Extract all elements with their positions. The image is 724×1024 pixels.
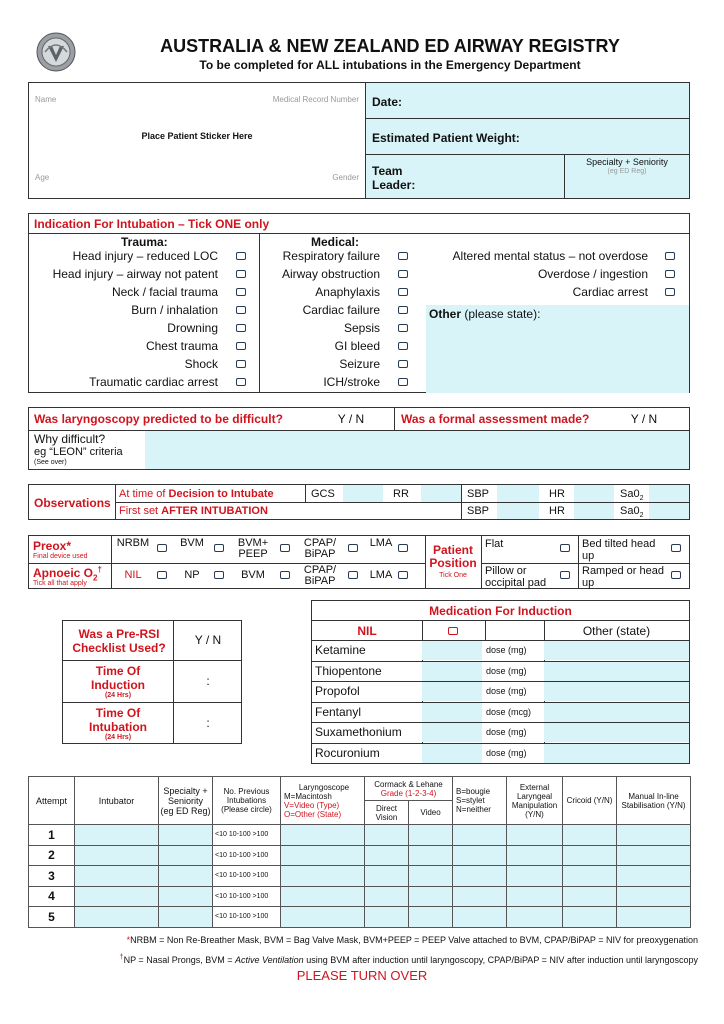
form-title: AUSTRALIA & NEW ZEALAND ED AIRWAY REGISTRY — [160, 36, 620, 56]
attempt-cell[interactable] — [453, 866, 507, 887]
trauma-item-label: Head injury – airway not patent — [52, 267, 218, 281]
sbp-field-1[interactable] — [497, 485, 539, 502]
position-option-label: Ramped or head up — [582, 565, 664, 589]
drug-dose-field[interactable] — [422, 744, 482, 763]
drug-name: Thiopentone — [315, 663, 382, 678]
drug-dose-field[interactable] — [422, 662, 482, 681]
attempt-cell[interactable] — [281, 866, 365, 887]
medical-item-label: Seizure — [339, 357, 380, 371]
col-direct: Direct Vision — [365, 801, 409, 825]
assessment-question: Was a formal assessment made? — [401, 412, 590, 426]
preox-option-checkbox[interactable] — [214, 544, 224, 552]
col-specialty: Specialty + Seniority (eg ED Reg) — [159, 777, 213, 825]
attempt-cell[interactable] — [365, 845, 409, 866]
medical2-item-checkbox[interactable] — [665, 270, 675, 278]
col-elm: External Laryngeal Manipulation (Y/N) — [507, 777, 563, 825]
specialty-label: Specialty + Seniority — [586, 157, 668, 167]
preox-option-label: BVM — [180, 537, 204, 549]
attempt-cell[interactable] — [617, 886, 691, 907]
position-option-checkbox[interactable] — [560, 571, 570, 579]
medical-item-checkbox[interactable] — [398, 270, 408, 278]
medical-item-checkbox[interactable] — [398, 324, 408, 332]
weight-label: Estimated Patient Weight: — [372, 131, 520, 145]
attempt-cell[interactable]: <10 10-100 >100 — [213, 886, 281, 907]
attempt-row — [29, 866, 691, 887]
name-label: Name — [35, 95, 57, 104]
position-label: Patient Position — [429, 543, 477, 570]
col-laryngoscope: Laryngoscope M=Macintosh V=Video (Type) O=Other (State) — [281, 777, 365, 825]
footnote-preox: *NRBM = Non Re-Breather Mask, BVM = Bag Valve Mask, BVM+PEEP = PEEP Valve attached to BVM, CPAP/BiPAP = NIV for preoxygenation — [126, 935, 698, 945]
medical-item-label: GI bleed — [334, 339, 380, 353]
attempt-cell[interactable] — [507, 866, 563, 887]
apnoeic-option-label: NP — [184, 569, 200, 581]
drug-other-field[interactable] — [544, 641, 689, 660]
attempt-cell[interactable] — [617, 825, 691, 846]
hr-label-2: HR — [549, 505, 565, 517]
drug-dose-field[interactable] — [422, 723, 482, 742]
obs-row1-label: At time of Decision to Intubate — [119, 488, 274, 500]
medical-item-label: Sepsis — [343, 321, 380, 335]
attempt-cell[interactable] — [409, 825, 453, 846]
other-indication-label: Other (please state): — [429, 307, 541, 321]
attempt-cell[interactable] — [159, 907, 213, 928]
trauma-item-label: Chest trauma — [145, 339, 218, 353]
attempt-cell[interactable] — [159, 886, 213, 907]
date-label: Date: — [372, 95, 403, 109]
attempt-cell[interactable] — [365, 907, 409, 928]
apnoeic-label: Apnoeic $O_2^\dagger$ — [33, 565, 102, 583]
footnote-apnoeic: †NP = Nasal Prongs, BVM = Active Ventilation using BVM after induction until laryngoscopy, CPAP/BiPAP = NIV after induction until laryngoscopy — [119, 952, 698, 965]
attempt-cell[interactable] — [75, 825, 159, 846]
drug-dose-unit: dose (mg) — [486, 748, 527, 758]
preox-hint: Final device used — [33, 553, 88, 560]
obs-row2-label: First set AFTER INTUBATION — [119, 505, 268, 517]
drug-dose-unit: dose (mg) — [486, 665, 527, 676]
attempt-cell[interactable] — [159, 866, 213, 887]
attempt-cell[interactable] — [409, 845, 453, 866]
apnoeic-option-label: LMA — [369, 569, 393, 581]
preox-option-checkbox[interactable] — [398, 544, 408, 552]
position-option-label: Flat — [485, 538, 504, 550]
hr-field-2[interactable] — [574, 503, 614, 519]
induction-time-hint: (24 Hrs) — [104, 692, 132, 699]
sbp-label-2: SBP — [467, 505, 490, 517]
col-intubator: Intubator — [75, 777, 159, 825]
attempt-cell[interactable] — [453, 886, 507, 907]
position-option-checkbox[interactable] — [671, 571, 681, 579]
see-over-label: (See over) — [34, 459, 67, 466]
hr-field-1[interactable] — [574, 485, 614, 502]
trauma-item-label: Shock — [184, 357, 218, 371]
apnoeic-option-label: NIL — [124, 569, 142, 581]
difficult-yn[interactable]: Y / N — [337, 412, 365, 426]
col-cormack: Cormack & Lehane Grade (1-2-3-4) — [365, 777, 453, 801]
attempt-cell[interactable]: <10 10-100 >100 — [213, 845, 281, 866]
medical-item-checkbox[interactable] — [398, 360, 408, 368]
apnoeic-option-checkbox[interactable] — [280, 571, 290, 579]
attempt-row — [29, 825, 691, 846]
assessment-yn[interactable]: Y / N — [630, 412, 658, 426]
drug-name: Fentanyl — [315, 704, 362, 719]
drug-other-field[interactable] — [544, 703, 689, 722]
checklist-question: Was a Pre-RSI Checklist Used? — [72, 627, 166, 655]
attempt-cell[interactable] — [159, 845, 213, 866]
drug-dose-unit: dose (mg) — [486, 686, 527, 697]
weight-field[interactable] — [365, 118, 690, 155]
hr-label-1: HR — [549, 488, 565, 500]
medical-item-label: Airway obstruction — [281, 267, 380, 281]
observations-label: Observations — [34, 496, 111, 510]
medication-other-label: Other (state) — [582, 624, 651, 638]
position-hint: Tick One — [439, 572, 467, 579]
age-label: Age — [35, 173, 50, 182]
trauma-item-checkbox[interactable] — [236, 252, 246, 260]
sao2-label-1: $Sa0_2$ — [620, 488, 644, 503]
drug-other-field[interactable] — [544, 662, 689, 681]
col-previous: No. Previous Intubations (Please circle) — [213, 777, 281, 825]
drug-dose-field[interactable] — [422, 703, 482, 722]
induction-time-label: Time Of Induction — [91, 664, 145, 692]
rr-label: RR — [393, 488, 409, 500]
medical2-item-label: Overdose / ingestion — [537, 267, 648, 281]
medical2-item-checkbox[interactable] — [665, 288, 675, 296]
drug-dose-field[interactable] — [422, 641, 482, 660]
sticker-label: Place Patient Sticker Here — [141, 131, 253, 141]
gcs-field[interactable] — [343, 485, 383, 502]
trauma-item-label: Head injury – reduced LOC — [72, 249, 218, 263]
attempt-cell[interactable] — [75, 845, 159, 866]
drug-name: Suxamethonium — [315, 725, 402, 740]
drug-dose-unit: dose (mg) — [486, 645, 527, 655]
turn-over-label: PLEASE TURN OVER — [296, 968, 428, 980]
apnoeic-option-checkbox[interactable] — [157, 571, 167, 579]
attempt-cell[interactable] — [365, 886, 409, 907]
drug-other-field[interactable] — [544, 723, 689, 742]
sao2-field-2[interactable] — [649, 503, 689, 519]
team-leader-label: Team Leader: — [372, 164, 416, 192]
attempt-cell[interactable] — [507, 825, 563, 846]
medical-item-checkbox[interactable] — [398, 288, 408, 296]
gcs-label: GCS — [311, 488, 335, 500]
team-leader-field[interactable] — [365, 154, 565, 199]
drug-dose-unit: dose (mg) — [486, 727, 527, 738]
preox-option-label: CPAP/ BiPAP — [303, 537, 337, 560]
medical-item-checkbox[interactable] — [398, 378, 408, 386]
observations-section — [28, 484, 690, 520]
medical-item-label: ICH/stroke — [323, 375, 380, 389]
trauma-item-checkbox[interactable] — [236, 324, 246, 332]
intubation-time-label: Time Of Intubation — [89, 706, 147, 734]
attempt-cell[interactable] — [563, 825, 617, 846]
attempt-number: 4 — [29, 886, 75, 907]
attempt-cell[interactable] — [159, 825, 213, 846]
medical-item-checkbox[interactable] — [398, 252, 408, 260]
attempt-number: 2 — [29, 845, 75, 866]
position-option-label: Bed tilted head up — [582, 538, 656, 562]
medication-nil-label: NIL — [357, 624, 377, 638]
trauma-item-checkbox[interactable] — [236, 306, 246, 314]
trauma-item-checkbox[interactable] — [236, 360, 246, 368]
attempt-cell[interactable] — [281, 886, 365, 907]
attempt-cell[interactable] — [453, 825, 507, 846]
apnoeic-option-checkbox[interactable] — [398, 571, 408, 579]
medication-title: Medication For Induction — [429, 604, 572, 618]
difficulty-section — [28, 407, 690, 470]
why-difficult-label: Why difficult? — [34, 432, 106, 446]
induction-time-field[interactable]: : — [206, 674, 210, 688]
trauma-item-checkbox[interactable] — [236, 378, 246, 386]
attempt-cell[interactable] — [75, 866, 159, 887]
attempt-cell[interactable] — [453, 845, 507, 866]
preox-option-checkbox[interactable] — [157, 544, 167, 552]
medical2-item-label: Cardiac arrest — [572, 285, 648, 299]
intubation-time-hint: (24 Hrs) — [104, 734, 132, 741]
medical-item-checkbox[interactable] — [398, 342, 408, 350]
drug-name: Ketamine — [315, 643, 366, 657]
intubation-time-field[interactable]: : — [206, 716, 210, 730]
sao2-field-1[interactable] — [649, 485, 689, 502]
position-option-checkbox[interactable] — [671, 544, 681, 552]
attempt-row — [29, 907, 691, 928]
attempt-cell[interactable] — [507, 907, 563, 928]
attempt-number: 3 — [29, 866, 75, 887]
indication-title: Indication For Intubation – Tick ONE only — [34, 217, 270, 231]
apnoeic-option-checkbox[interactable] — [348, 571, 358, 579]
drug-name: Propofol — [315, 684, 360, 699]
medical-item-label: Respiratory failure — [282, 249, 380, 263]
apnoeic-hint: Tick all that apply — [33, 580, 87, 587]
preox-option-label: BVM+ PEEP — [237, 537, 269, 560]
preox-option-label: NRBM — [116, 537, 150, 549]
attempt-cell[interactable]: <10 10-100 >100 — [213, 866, 281, 887]
attempt-cell[interactable] — [617, 907, 691, 928]
attempt-number: 5 — [29, 907, 75, 928]
medical2-item-label: Altered mental status – not overdose — [452, 249, 648, 263]
medical-item-checkbox[interactable] — [398, 306, 408, 314]
attempt-cell[interactable] — [563, 886, 617, 907]
col-bougie: B=bougie S=stylet N=neither — [453, 777, 507, 825]
form-subtitle: To be completed for ALL intubations in the Emergency Department — [199, 58, 581, 72]
sao2-label-2: $Sa0_2$ — [620, 505, 644, 520]
preox-option-checkbox[interactable] — [348, 544, 358, 552]
mrn-label: Medical Record Number — [272, 95, 359, 104]
attempt-row — [29, 845, 691, 866]
trauma-item-label: Neck / facial trauma — [111, 285, 218, 299]
attempt-cell[interactable]: <10 10-100 >100 — [213, 907, 281, 928]
attempt-cell[interactable] — [617, 845, 691, 866]
attempt-cell[interactable] — [409, 907, 453, 928]
preox-option-checkbox[interactable] — [280, 544, 290, 552]
apnoeic-option-label: BVM — [241, 569, 265, 581]
trauma-item-label: Traumatic cardiac arrest — [89, 375, 218, 389]
attempt-cell[interactable] — [507, 845, 563, 866]
attempt-cell[interactable] — [75, 907, 159, 928]
drug-dose-field[interactable] — [422, 682, 482, 701]
medication-nil-checkbox[interactable] — [448, 627, 458, 635]
trauma-item-label: Burn / inhalation — [131, 303, 218, 317]
trauma-label: Trauma: — [121, 235, 168, 249]
patient-sticker-area[interactable] — [28, 82, 366, 199]
attempt-cell[interactable] — [281, 845, 365, 866]
attempts-table — [28, 776, 690, 928]
apnoeic-option-label: CPAP/ BiPAP — [303, 564, 337, 587]
preox-option-label: LMA — [369, 537, 393, 549]
drug-dose-unit: dose (mcg) — [486, 706, 532, 717]
team-leader-specialty-field[interactable] — [564, 154, 690, 199]
col-video: Video — [409, 801, 453, 825]
position-option-checkbox[interactable] — [560, 544, 570, 552]
drug-name: Rocuronium — [315, 746, 380, 760]
attempt-cell[interactable] — [365, 825, 409, 846]
apnoeic-option-checkbox[interactable] — [214, 571, 224, 579]
attempt-cell[interactable] — [453, 907, 507, 928]
attempt-cell[interactable] — [409, 866, 453, 887]
attempt-cell[interactable] — [507, 886, 563, 907]
sbp-label-1: SBP — [467, 488, 490, 500]
drug-other-field[interactable] — [544, 744, 689, 763]
attempt-row — [29, 886, 691, 907]
medical-item-label: Cardiac failure — [302, 303, 380, 317]
position-option-label: Pillow or occipital pad — [485, 565, 547, 589]
sbp-field-2[interactable] — [497, 503, 539, 519]
attempt-cell[interactable] — [281, 907, 365, 928]
col-milns: Manual In-line Stabilisation (Y/N) — [617, 777, 691, 825]
specialty-hint: (eg ED Reg) — [607, 168, 647, 175]
trauma-item-checkbox[interactable] — [236, 270, 246, 278]
drug-other-field[interactable] — [544, 682, 689, 701]
date-field[interactable] — [365, 82, 690, 119]
attempt-cell[interactable] — [617, 866, 691, 887]
attempt-cell[interactable] — [563, 866, 617, 887]
medical2-item-checkbox[interactable] — [665, 252, 675, 260]
why-difficult-field[interactable] — [145, 431, 689, 469]
attempt-cell[interactable] — [75, 886, 159, 907]
difficult-question: Was laryngoscopy predicted to be difficult? — [34, 412, 283, 426]
attempt-number: 1 — [29, 825, 75, 846]
attempt-cell[interactable] — [563, 907, 617, 928]
leon-label: eg “LEON” criteria — [34, 446, 123, 458]
attempt-cell[interactable] — [365, 866, 409, 887]
attempt-cell[interactable]: <10 10-100 >100 — [213, 825, 281, 846]
checklist-yn[interactable]: Y / N — [194, 633, 222, 647]
trauma-item-checkbox[interactable] — [236, 342, 246, 350]
attempt-cell[interactable] — [563, 845, 617, 866]
col-attempt: Attempt — [29, 777, 75, 825]
trauma-item-checkbox[interactable] — [236, 288, 246, 296]
gender-label: Gender — [332, 173, 359, 182]
attempt-cell[interactable] — [281, 825, 365, 846]
col-cricoid: Cricoid (Y/N) — [563, 777, 617, 825]
attempt-cell[interactable] — [409, 886, 453, 907]
registry-logo-icon — [36, 32, 76, 72]
preox-label: Preox* — [33, 539, 72, 553]
checklist-section — [62, 620, 242, 744]
trauma-item-label: Drowning — [167, 321, 218, 335]
rr-field[interactable] — [421, 485, 461, 502]
medical-label: Medical: — [311, 235, 360, 249]
medical-item-label: Anaphylaxis — [315, 285, 380, 299]
